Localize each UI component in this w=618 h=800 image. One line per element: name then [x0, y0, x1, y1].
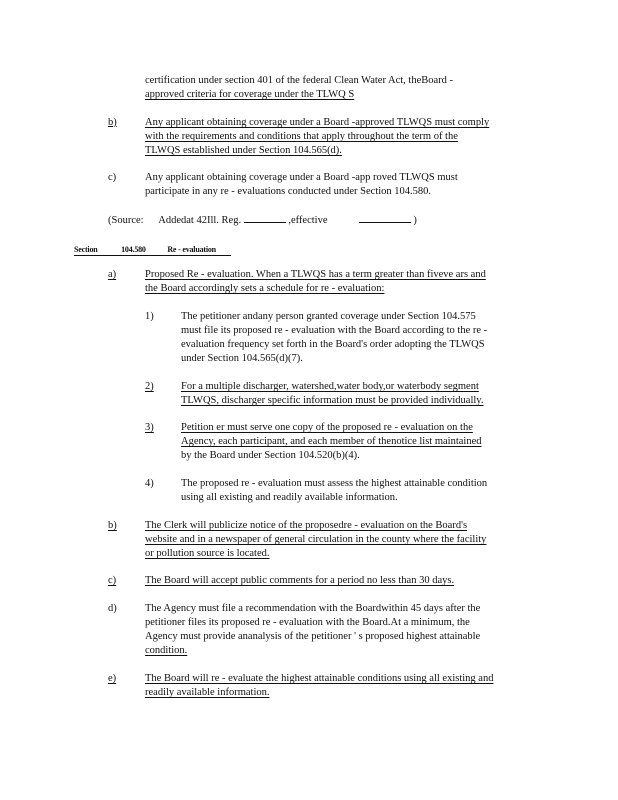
source-note — [108, 212, 417, 228]
effective-blank — [359, 212, 411, 223]
n3-line-1: Petition er must serve one copy of the proposed re - evaluation on the — [181, 422, 473, 433]
source-text: Addedat 42Ill. Reg. — [158, 215, 242, 226]
sub-b-paragraph — [145, 519, 486, 561]
intro-paragraph — [145, 74, 453, 102]
sub-a-line-1: Proposed Re - evaluation. When a TLWQS has a term greater than fiveve ars and — [145, 269, 486, 280]
item-c-line-2: participate in any re - evaluations conducted under Section 104.580. — [145, 186, 432, 197]
sub-e-line-2: readily available information. — [145, 687, 270, 698]
n1-line-1: The petitioner andany person granted coverage under Section 104.575 — [181, 311, 476, 322]
n3-paragraph — [181, 421, 482, 463]
sub-b-line-3: or pollution source is located. — [145, 548, 270, 559]
section-number: 104.580 — [121, 245, 146, 254]
item-b-line-1: Any applicant obtaining coverage under a Board -approved TLWQS must comply — [145, 117, 490, 128]
reg-blank — [244, 212, 286, 223]
intro-line-1: certification under section 401 of the federal Clean Water Act, theBoard - — [145, 75, 454, 86]
sub-e-line-1: The Board will re - evaluate the highest attainable conditions using all existing and — [145, 673, 494, 684]
source-effective: ,effective — [288, 215, 328, 226]
n1-label: 1) — [145, 311, 154, 322]
n1-line-2: must file its proposed re - evaluation with the Board according to the re - — [181, 325, 488, 336]
sub-e-label: e) — [108, 673, 117, 684]
item-b-paragraph — [145, 116, 489, 158]
item-c-label: c) — [108, 172, 117, 183]
n2-line-1: For a multiple discharger, watershed,water body,or waterbody segment — [181, 381, 479, 392]
sub-b-line-1: The Clerk will publicize notice of the proposedre - evaluation on the Board's — [145, 520, 468, 531]
item-c-line-1: Any applicant obtaining coverage under a Board -app roved TLWQS must — [145, 172, 458, 183]
n4-line-1: The proposed re - evaluation must assess the highest attainable condition — [181, 478, 488, 489]
n2-paragraph — [181, 380, 484, 408]
source-close: ) — [413, 215, 417, 226]
sub-a-label: a) — [108, 269, 117, 280]
section-title: Re - evaluation — [167, 245, 216, 254]
sub-d-paragraph — [145, 602, 480, 658]
n4-line-2: using all existing and readily available information. — [181, 492, 398, 503]
sub-c-label: c) — [108, 575, 117, 586]
n3-label: 3) — [145, 422, 154, 433]
sub-e-paragraph — [145, 672, 493, 700]
n3-line-3: by the Board under Section 104.520(b)(4). — [181, 450, 360, 461]
intro-line-2: approved criteria for coverage under the TLWQ S — [145, 89, 355, 100]
n3-line-2: Agency, each participant, and each member of thenotice list maintained — [181, 436, 482, 447]
n1-line-3: evaluation frequency set forth in the Board's order adopting the TLWQS — [181, 339, 485, 350]
n2-label: 2) — [145, 381, 154, 392]
sub-d-line-1: The Agency must file a recommendation with the Boardwithin 45 days after the — [145, 603, 481, 614]
source-prefix: (Source: — [108, 215, 144, 226]
sub-c-line-1: The Board will accept public comments for a period no less than 30 days. — [145, 575, 455, 586]
sub-d-line-3: Agency must provide ananalysis of the petitioner ' s proposed highest attainable — [145, 631, 481, 642]
sub-c-paragraph — [145, 574, 454, 588]
n4-label: 4) — [145, 478, 154, 489]
sub-b-line-2: website and in a newspaper of general circulation in the county where the facility — [145, 534, 487, 545]
sub-d-line-2: petitioner files its proposed re - evaluation with the Board.At a minimum, the — [145, 617, 470, 628]
sub-b-label: b) — [108, 520, 117, 531]
item-b-label: b) — [108, 117, 117, 128]
item-c-paragraph — [145, 171, 458, 199]
item-b-line-3: TLWQS established under Section 104.565(d). — [145, 145, 342, 156]
sub-a-line-2: the Board accordingly sets a schedule for re - evaluation: — [145, 283, 385, 294]
n2-line-2: TLWQS, discharger specific information must be provided individually. — [181, 395, 484, 406]
n1-line-4: under Section 104.565(d)(7). — [181, 353, 303, 364]
section-heading — [74, 243, 231, 256]
sub-d-label: d) — [108, 603, 117, 614]
sub-d-line-4: condition. — [145, 645, 188, 656]
section-label: Section — [74, 245, 98, 254]
item-b-line-2: with the requirements and conditions that apply throughout the term of the — [145, 131, 458, 142]
n1-paragraph — [181, 310, 487, 366]
sub-a-paragraph — [145, 268, 486, 296]
n4-paragraph — [181, 477, 487, 505]
